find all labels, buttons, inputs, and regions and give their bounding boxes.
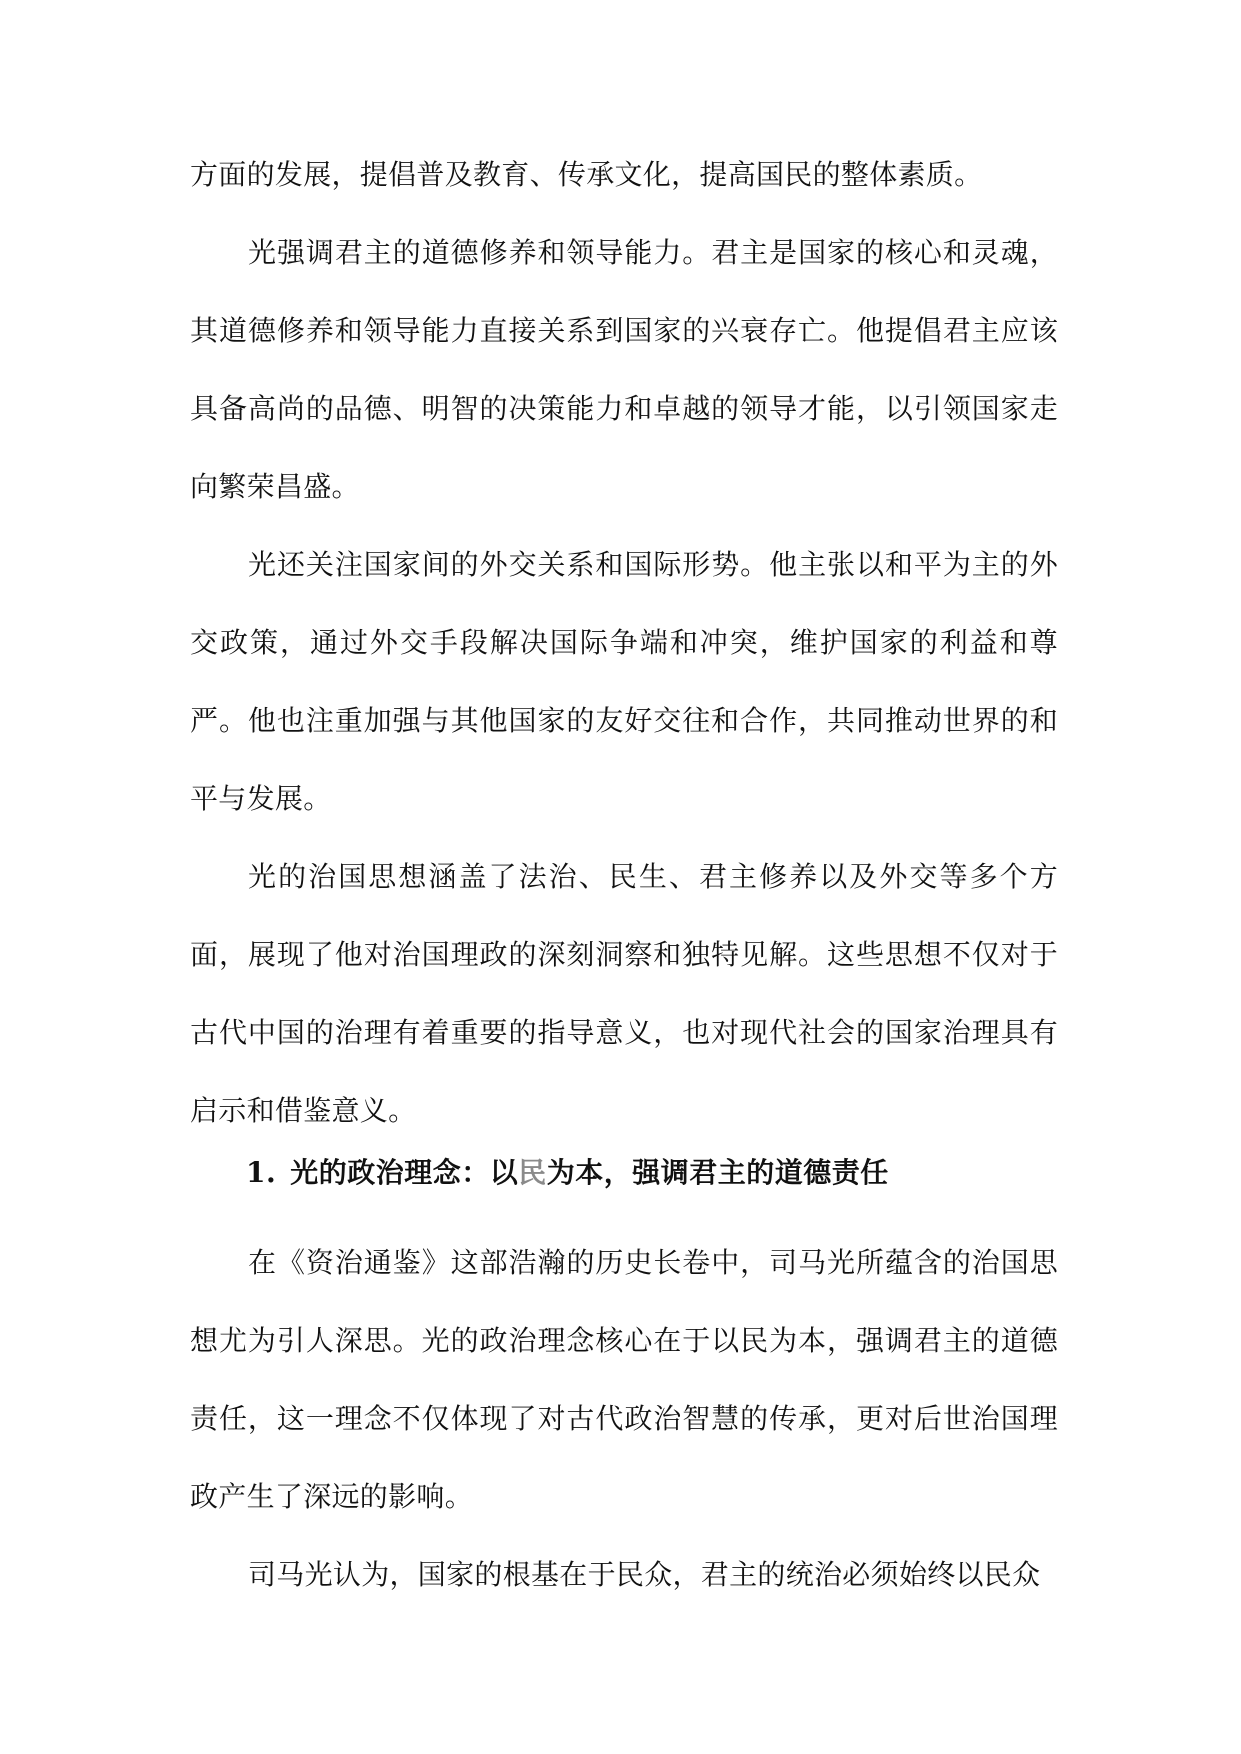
heading-text-faded: 民 <box>518 1156 547 1189</box>
paragraph-diplomacy: 光还关注国家间的外交关系和国际形势。他主张以和平为主的外交政策，通过外交手段解决国际争端和冲突，维护国家的利益和尊严。他也注重加强与其他国家的友好交往和合作，共同推动世界的和平与发展。 <box>190 548 1058 815</box>
section-heading <box>246 1153 889 1193</box>
heading-number: 1. <box>246 1156 277 1189</box>
heading-text-after: 为本，强调君主的道德责任 <box>546 1156 889 1189</box>
paragraph-continued: 方面的发展，提倡普及教育、传承文化，提高国民的整体素质。 <box>190 158 983 191</box>
paragraph-political-concept: 在《资治通鉴》这部浩瀚的历史长卷中，司马光所蕴含的治国思想尤为引人深思。光的政治理念核心在于以民为本，强调君主的道德责任，这一理念不仅体现了对古代政治智慧的传承，更对后世治国理政产生了深远的影响。 <box>190 1246 1058 1513</box>
heading-text-before: 光的政治理念：以 <box>290 1156 519 1189</box>
paragraph-people-foundation: 司马光认为，国家的根基在于民众，君主的统治必须始终以民众 <box>248 1558 1041 1591</box>
paragraph-summary: 光的治国思想涵盖了法治、民生、君主修养以及外交等多个方面，展现了他对治国理政的深刻洞察和独特见解。这些思想不仅对于古代中国的治理有着重要的指导意义，也对现代社会的国家治理具有启示和借鉴意义。 <box>190 860 1058 1127</box>
paragraph-monarch-virtue: 光强调君主的道德修养和领导能力。君主是国家的核心和灵魂，其道德修养和领导能力直接关系到国家的兴衰存亡。他提倡君主应该具备高尚的品德、明智的决策能力和卓越的领导才能，以引领国家走向繁荣昌盛。 <box>190 236 1058 503</box>
